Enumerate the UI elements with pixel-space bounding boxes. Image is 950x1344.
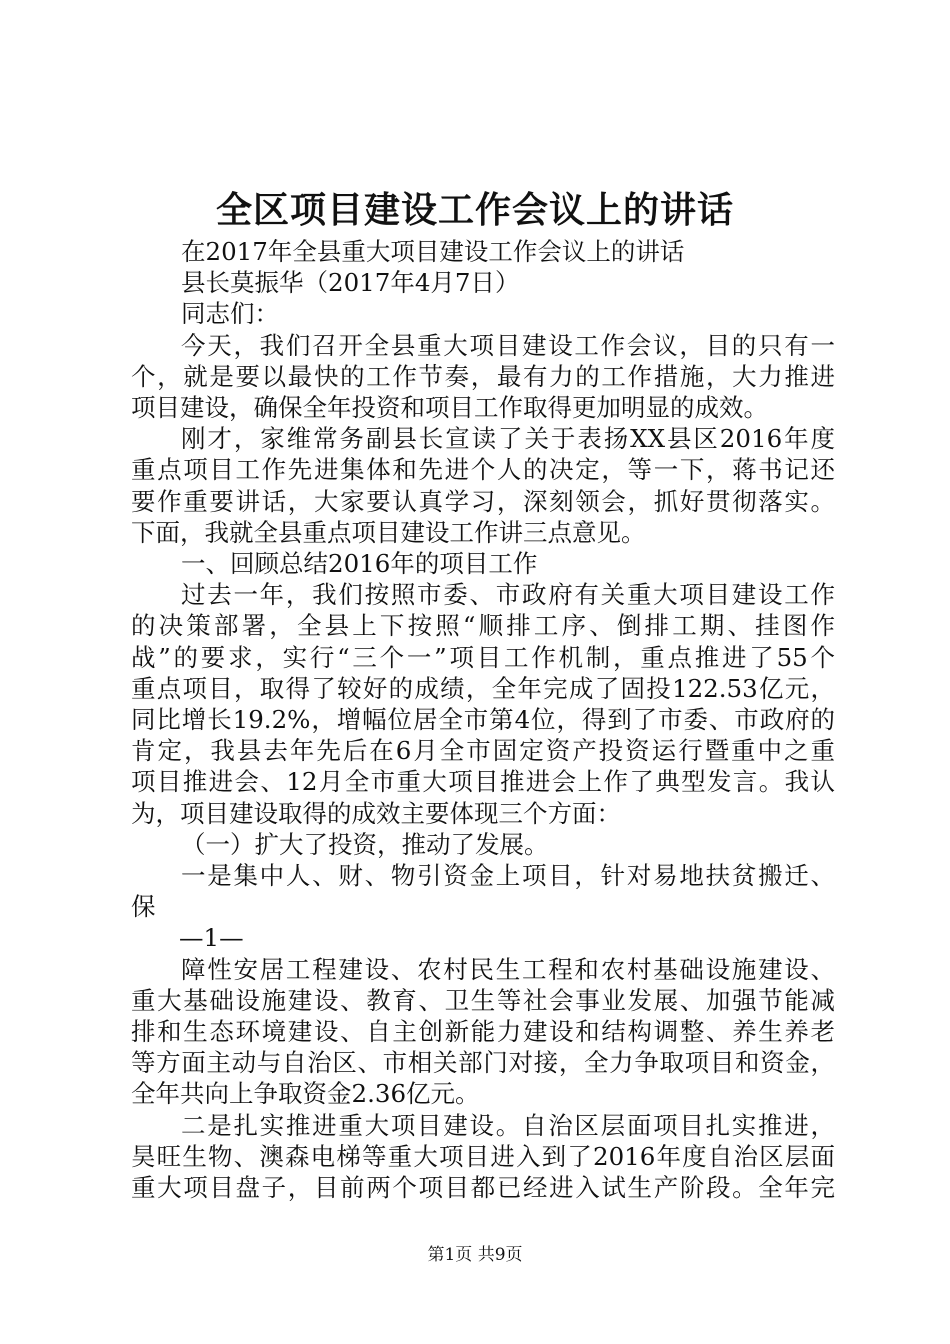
speaker-line: 县长莫振华（2017年4月7日） [181,268,520,298]
page-footer: 第1页 共9页 [427,1245,523,1265]
body-line: 肯定，我县去年先后在6月全市固定资产投资运行暨重中之重 [131,736,835,766]
body-line: 的决策部署，全县上下按照“顺排工序、倒排工期、挂图作 [131,611,835,641]
body-line: 项目推进会、12月全市重大项目推进会上作了典型发言。我认 [131,767,835,797]
body-line: 为，项目建设取得的成效主要体现三个方面： [131,798,621,828]
document-title: 全区项目建设工作会议上的讲话 [215,189,734,231]
body-line: 今天，我们召开全县重大项目建设工作会议，目的只有一 [181,330,835,360]
body-line: 战”的要求，实行“三个一”项目工作机制，重点推进了55个 [131,642,835,672]
body-line: 保 [131,892,156,922]
body-line: 同比增长19.2%，增幅位居全市第4位，得到了市委、市政府的 [131,705,835,735]
body-line: 障性安居工程建设、农村民生工程和农村基础设施建设、 [181,954,835,984]
body-line: 要作重要讲话，大家要认真学习，深刻领会，抓好贯彻落实。 [131,486,835,516]
document-body [131,236,835,1203]
section-heading-line: 一、回顾总结2016年的项目工作 [181,549,538,579]
body-line: 全年共向上争取资金2.36亿元。 [131,1079,480,1109]
body-line: 重点项目工作先进集体和先进个人的决定，等一下，蒋书记还 [131,455,835,485]
body-line: 二是扎实推进重大项目建设。自治区层面项目扎实推进， [181,1110,835,1140]
body-line: 项目建设，确保全年投资和项目工作取得更加明显的成效。 [131,393,768,423]
body-line: 个，就是要以最快的工作节奏，最有力的工作措施，大力推进 [131,361,835,391]
body-line: 排和生态环境建设、自主创新能力建设和结构调整、养生养老 [131,1017,835,1047]
body-line: 重点项目，取得了较好的成绩，全年完成了固投122.53亿元， [131,673,835,703]
body-line: 下面，我就全县重点项目建设工作讲三点意见。 [131,517,646,547]
body-line: 昊旺生物、澳森电梯等重大项目进入到了2016年度自治区层面 [131,1141,835,1171]
body-line: 重大项目盘子，目前两个项目都已经进入试生产阶段。全年完 [131,1173,835,1203]
body-line: 等方面主动与自治区、市相关部门对接，全力争取项目和资金， [131,1048,835,1078]
speech-heading-line: 在2017年全县重大项目建设工作会议上的讲话 [181,237,685,266]
subsection-heading-line: （一）扩大了投资，推动了发展。 [181,829,549,859]
body-line: 一是集中人、财、物引资金上项目，针对易地扶贫搬迁、 [181,861,835,891]
body-line: 刚才，家维常务副县长宣读了关于表扬XX县区2016年度 [181,424,835,454]
body-line: 重大基础设施建设、教育、卫生等社会事业发展、加强节能减 [131,985,835,1015]
body-line: 过去一年，我们按照市委、市政府有关重大项目建设工作 [181,580,835,610]
salutation-line: 同志们： [181,299,279,329]
page-number-mark: —1— [179,923,244,953]
